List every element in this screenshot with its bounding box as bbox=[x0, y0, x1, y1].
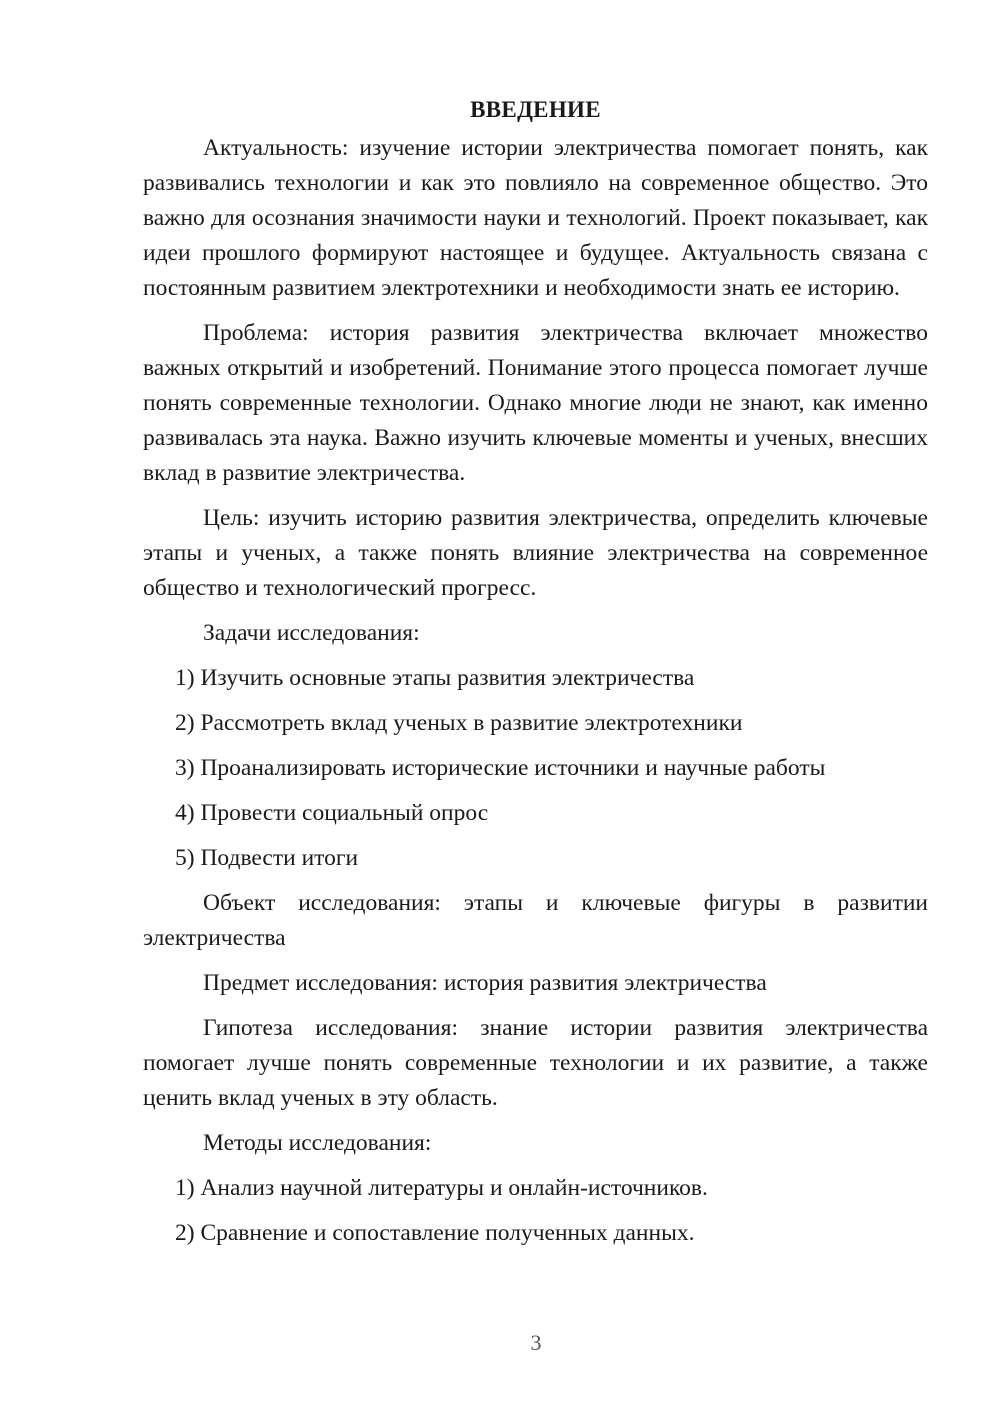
relevance-paragraph: Актуальность: изучение истории электричества помогает понять, как развивались технологии и как это повлияло на современное общество. Это важно для осознания значимости науки и технологий. Проект показывает, как идеи прошлого формируют настоящее и будущее. Актуальность связана с постоянным развитием электротехники и необходимости знать ее историю. bbox=[143, 135, 928, 301]
methods-list bbox=[143, 1171, 928, 1251]
list-item: 3) Проанализировать исторические источники и научные работы bbox=[175, 755, 826, 781]
list-item: 4) Провести социальный опрос bbox=[175, 800, 489, 826]
list-item: 5) Подвести итоги bbox=[175, 845, 359, 871]
list-item: 1) Изучить основные этапы развития электричества bbox=[175, 665, 695, 691]
goal-paragraph: Цель: изучить историю развития электричества, определить ключевые этапы и ученых, а также понять влияние электричества на современное общество и технологический прогресс. bbox=[143, 505, 928, 601]
tasks-heading: Задачи исследования: bbox=[203, 620, 420, 646]
problem-paragraph: Проблема: история развития электричества включает множество важных открытий и изобретений. Понимание этого процесса помогает лучше понять современные технологии. Однако многие люди не знают, как именно развивалась эта наука. Важно изучить ключевые моменты и ученых, внесших вклад в развитие электричества. bbox=[143, 320, 928, 486]
methods-heading: Методы исследования: bbox=[203, 1130, 432, 1156]
page-content bbox=[143, 92, 928, 1261]
page-number: 3 bbox=[530, 1330, 542, 1355]
hypothesis-paragraph: Гипотеза исследования: знание истории развития электричества помогает лучше понять современные технологии и их развитие, а также ценить вклад ученых в эту область. bbox=[143, 1015, 928, 1111]
object-paragraph: Объект исследования: этапы и ключевые фигуры в развитии электричества bbox=[143, 890, 928, 951]
list-item: 1) Анализ научной литературы и онлайн-источников. bbox=[175, 1175, 708, 1201]
list-item: 2) Рассмотреть вклад ученых в развитие электротехники bbox=[175, 710, 743, 736]
list-item: 2) Сравнение и сопоставление полученных данных. bbox=[175, 1220, 695, 1246]
section-title: ВВЕДЕНИЕ bbox=[470, 97, 601, 122]
subject-paragraph: Предмет исследования: история развития электричества bbox=[203, 970, 767, 996]
tasks-list bbox=[143, 661, 928, 876]
